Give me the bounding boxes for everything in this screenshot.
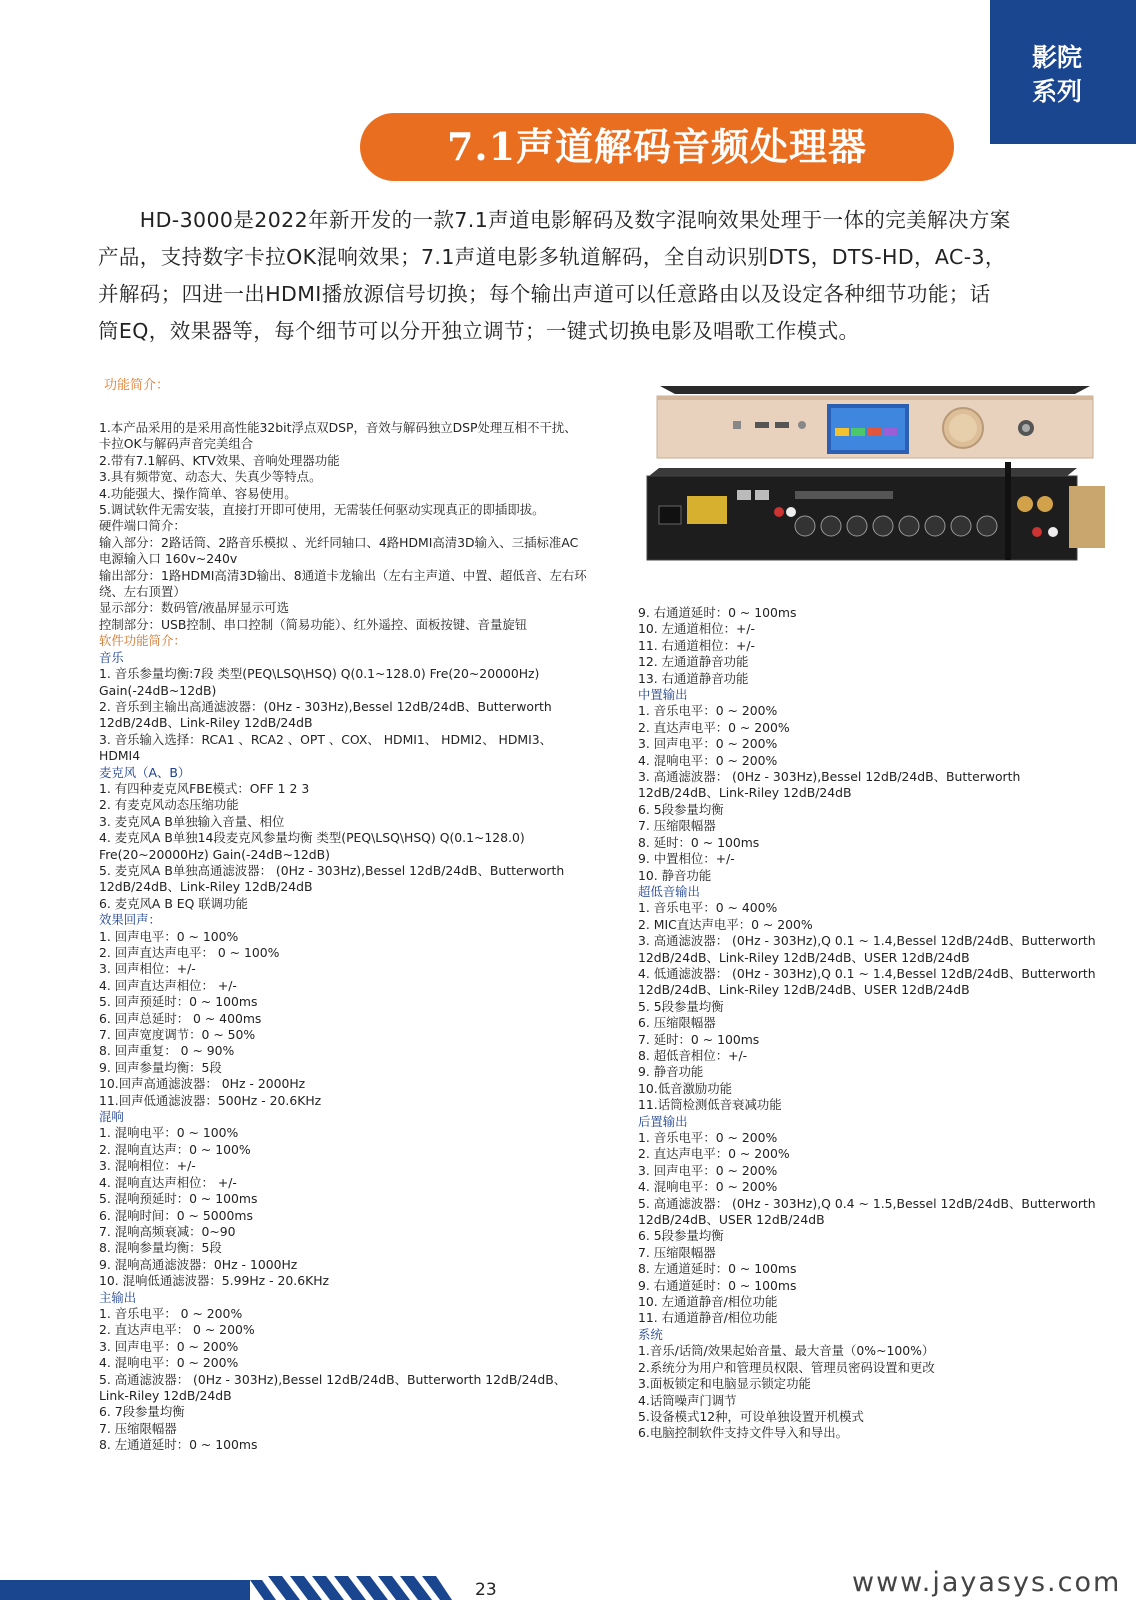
spec-line: 2. 有麦克风动态压缩功能 — [99, 797, 239, 813]
spec-line: 11.话筒检测低音衰减功能 — [638, 1097, 782, 1113]
section-heading: 效果回声： — [99, 912, 161, 928]
spec-line: 8. 左通道延时：0 ~ 100ms — [99, 1437, 258, 1453]
spec-line: 9. 右通道延时：0 ~ 100ms — [638, 605, 797, 620]
section-heading: 超低音输出 — [638, 883, 700, 899]
spec-line: 7. 回声宽度调节：0 ~ 50% — [99, 1027, 256, 1043]
spec-line: 4. 混响直达声相位： +/- — [99, 1174, 237, 1190]
spec-line: 输出部分：1路HDMI高清3D输出、8通道卡龙输出（左右主声道、中置、超低音、左右环绕、左右顶置） — [99, 567, 587, 600]
spec-line: 7. 压缩限幅器 — [638, 818, 716, 834]
spec-line: 3. 回声相位：+/- — [99, 961, 196, 977]
spec-list-left — [99, 420, 587, 1454]
spec-line: 6. 5段参量均衡 — [638, 1228, 724, 1244]
spec-line: 4. 混响电平：0 ~ 200% — [638, 752, 778, 768]
spec-line: 11.回声低通滤波器：500Hz - 20.6KHz — [99, 1092, 322, 1108]
spec-line: 8. 延时：0 ~ 100ms — [638, 834, 760, 850]
spec-line: 1.本产品采用的是采用高性能32bit浮点双DSP，音效与解码独立DSP处理互相不干扰、卡拉OK与解码声音完美组合 — [99, 420, 577, 452]
spec-line: 9. 静音功能 — [638, 1064, 704, 1080]
spec-line: 2. 音乐到主输出高通滤波器：(0Hz - 303Hz),Bessel 12dB/24dB、Butterworth 12dB/24dB、Link-Riley 12dB/24dB — [99, 698, 552, 731]
section-heading: 麦克风（A、B） — [99, 764, 191, 780]
series-label-line2: 系列 — [1032, 77, 1083, 106]
spec-line: 6. 7段参量均衡 — [99, 1404, 185, 1420]
spec-line: 5. 回声预延时：0 ~ 100ms — [99, 994, 258, 1010]
spec-line: 4. 混响电平：0 ~ 200% — [99, 1355, 239, 1371]
spec-line: 6. 麦克风A B EQ 联调功能 — [99, 895, 248, 911]
spec-line: 6. 压缩限幅器 — [638, 1015, 716, 1031]
device-rear-panel — [647, 462, 1105, 560]
spec-line: 10. 静音功能 — [638, 867, 712, 883]
spec-line: 9. 右通道延时：0 ~ 100ms — [638, 1277, 797, 1293]
spec-line: 1. 音乐电平：0 ~ 200% — [638, 703, 778, 719]
spec-line: 2. MIC直达声电平：0 ~ 200% — [638, 916, 813, 932]
spec-line: 5. 高通滤波器： (0Hz - 303Hz),Bessel 12dB/24dB、Butterworth 12dB/24dB、Link-Riley 12dB/24dB — [99, 1371, 567, 1403]
spec-line: 3. 回声电平：0 ~ 200% — [638, 1162, 778, 1178]
spec-line: 10. 混响低通滤波器：5.99Hz - 20.6KHz — [99, 1273, 330, 1289]
intro-line: HD-3000是2022年新开发的一款7.1声道电影解码及数字混响效果处理于一体的完美解决方案 — [98, 208, 1011, 232]
spec-line: 控制部分：USB控制、串口控制（简易功能）、红外遥控、面板按键、音量旋钮 — [99, 616, 528, 632]
spec-line: 7. 延时：0 ~ 100ms — [638, 1031, 760, 1047]
spec-line: 输入部分：2路话筒、2路音乐模拟 、光纤同轴口、4路HDMI高清3D输入、三插标准AC电源输入口 160v~240v — [99, 534, 579, 567]
spec-line: 2. 直达声电平：0 ~ 200% — [638, 719, 790, 735]
section-heading: 后置输出 — [638, 1113, 688, 1129]
spec-line: 4. 回声直达声相位： +/- — [99, 977, 237, 993]
spec-line: 5.调试软件无需安装，直接打开即可使用，无需装任何驱动实现真正的即插即拔。 — [99, 502, 545, 518]
spec-line: 9. 混响高通滤波器：0Hz - 1000Hz — [99, 1256, 298, 1272]
spec-line: 1. 回声电平：0 ~ 100% — [99, 928, 239, 944]
spec-line: 5.设备模式12种，可设单独设置开机模式 — [638, 1408, 864, 1424]
spec-line: 3. 回声电平：0 ~ 200% — [638, 736, 778, 752]
device-front-panel — [657, 386, 1093, 458]
spec-line: 9. 中置相位：+/- — [638, 851, 735, 867]
spec-line: 6. 回声总延时： 0 ~ 400ms — [99, 1010, 262, 1026]
spec-line: 8. 混响参量均衡：5段 — [99, 1240, 222, 1256]
spec-line: 2. 混响直达声：0 ~ 100% — [99, 1141, 251, 1157]
spec-line: 2. 直达声电平： 0 ~ 200% — [99, 1322, 255, 1338]
spec-line: 1. 有四种麦克风FBE模式：OFF 1 2 3 — [99, 780, 310, 796]
spec-line: 7. 混响高频衰减：0~90 — [99, 1223, 236, 1239]
spec-line: 7. 压缩限幅器 — [99, 1420, 177, 1436]
spec-line: 4. 混响电平：0 ~ 200% — [638, 1179, 778, 1195]
intro-line: 产品，支持数字卡拉OK混响效果；7.1声道电影多轨道解码，全自动识别DTS，DTS-HD，AC-3， — [98, 245, 1006, 269]
page-number: 23 — [475, 1580, 497, 1600]
spec-line: 3. 回声电平：0 ~ 200% — [99, 1338, 239, 1354]
spec-line: 6. 混响时间：0 ~ 5000ms — [99, 1207, 253, 1223]
spec-line: 2. 直达声电平：0 ~ 200% — [638, 1146, 790, 1162]
spec-line: 1.音乐/话筒/效果起始音量、最大音量（0%~100%） — [638, 1343, 935, 1359]
series-corner-tab — [990, 0, 1136, 144]
spec-list-right — [638, 605, 1098, 1442]
spec-line: 8. 左通道延时：0 ~ 100ms — [638, 1261, 797, 1277]
spec-line: 1. 音乐参量均衡:7段 类型(PEQ\LSQ\HSQ) Q(0.1~128.0) Fre(20~20000Hz) Gain(-24dB~12dB) — [99, 666, 540, 698]
spec-line: 10. 左通道相位：+/- — [638, 621, 756, 637]
spec-line: 10.回声高通滤波器： 0Hz - 2000Hz — [99, 1076, 306, 1092]
spec-line: 硬件端口简介： — [99, 518, 186, 534]
spec-line: 显示部分：数码管/液晶屏显示可选 — [99, 600, 290, 616]
spec-line: 3.面板锁定和电脑显示锁定功能 — [638, 1376, 811, 1392]
spec-line: 11. 右通道静音/相位功能 — [638, 1310, 778, 1326]
spec-line: 3. 混响相位：+/- — [99, 1158, 196, 1174]
footer-stripes — [0, 1576, 452, 1600]
section-heading: 主输出 — [99, 1289, 137, 1305]
spec-line: 2.带有7.1解码、KTV效果、音响处理器功能 — [99, 452, 340, 468]
spec-line: 3. 高通滤波器： (0Hz - 303Hz),Bessel 12dB/24dB、Butterworth 12dB/24dB、Link-Riley 12dB/24dB — [638, 769, 1021, 801]
spec-line: 1. 混响电平：0 ~ 100% — [99, 1125, 239, 1141]
spec-line: 3. 高通滤波器： (0Hz - 303Hz),Q 0.1 ~ 1.4,Bessel 12dB/24dB、Butterworth 12dB/24dB、Link-Riley 12dB/24dB、USER 12dB/24dB — [638, 933, 1096, 965]
spec-line: 3. 麦克风A B单独输入音量、相位 — [99, 813, 285, 829]
spec-line: 4. 低通滤波器： (0Hz - 303Hz),Q 0.1 ~ 1.4,Bessel 12dB/24dB、Butterworth 12dB/24dB、Link-Riley 12dB/24dB、USER 12dB/24dB — [638, 965, 1096, 998]
features-heading: 功能简介： — [104, 378, 170, 393]
spec-line: 5. 混响预延时：0 ~ 100ms — [99, 1191, 258, 1207]
spec-line: 8. 超低音相位：+/- — [638, 1047, 748, 1063]
spec-line: 8. 回声重复： 0 ~ 90% — [99, 1043, 235, 1059]
spec-line: 12. 左通道静音功能 — [638, 654, 749, 670]
spec-line: 1. 音乐电平：0 ~ 200% — [638, 1130, 778, 1145]
intro-paragraph — [98, 202, 1134, 350]
spec-line: 1. 音乐电平：0 ~ 400% — [638, 900, 778, 916]
spec-line: 9. 回声参量均衡：5段 — [99, 1059, 222, 1075]
spec-line: 2. 回声直达声电平： 0 ~ 100% — [99, 945, 280, 960]
spec-line: 4.功能强大、操作简单、容易使用。 — [99, 485, 297, 501]
spec-line: 7. 压缩限幅器 — [638, 1244, 716, 1260]
intro-line: 并解码；四进一出HDMI播放源信号切换；每个输出声道可以任意路由以及设定各种细节功能；话 — [98, 282, 991, 306]
intro-line: 筒EQ，效果器等，每个细节可以分开独立调节；一键式切换电影及唱歌工作模式。 — [98, 319, 860, 343]
spec-line: 5. 麦克风A B单独高通滤波器： (0Hz - 303Hz),Bessel 12dB/24dB、Butterworth 12dB/24dB、Link-Riley 12dB/24dB — [99, 862, 565, 895]
spec-line: 2.系统分为用户和管理员权限、管理员密码设置和更改 — [638, 1359, 935, 1375]
series-label-line1: 影院 — [1032, 43, 1083, 72]
spec-line: 5. 高通滤波器： (0Hz - 303Hz),Q 0.4 ~ 1.5,Bessel 12dB/24dB、Butterworth 12dB/24dB、USER 12dB/24dB — [638, 1195, 1096, 1228]
section-heading: 音乐 — [99, 649, 124, 665]
spec-line: 10. 左通道静音/相位功能 — [638, 1294, 778, 1310]
spec-line: 5. 5段参量均衡 — [638, 998, 724, 1014]
section-heading: 中置输出 — [638, 687, 688, 703]
spec-line: 6. 5段参量均衡 — [638, 801, 724, 817]
spec-line: 4.话筒噪声门调节 — [638, 1392, 737, 1408]
spec-line: 4. 麦克风A B单独14段麦克风参量均衡 类型(PEQ\LSQ\HSQ) Q(0.1~128.0) Fre(20~20000Hz) Gain(-24dB~12dB) — [99, 830, 525, 862]
device-photo — [645, 386, 1105, 576]
spec-line: 13. 右通道静音功能 — [638, 670, 749, 686]
spec-line: 10.低音激励功能 — [638, 1080, 733, 1096]
spec-line: 3. 音乐输入选择：RCA1 、RCA2 、OPT 、COX、 HDMI1、 HDMI2、 HDMI3、 HDMI4 — [99, 731, 553, 764]
section-heading: 混响 — [99, 1109, 124, 1125]
spec-line: 11. 右通道相位：+/- — [638, 637, 756, 653]
page-title: 7.1声道解码音频处理器 — [360, 113, 954, 181]
spec-line: 1. 音乐电平： 0 ~ 200% — [99, 1305, 243, 1321]
spec-line: 3.具有频带宽、动态大、失真少等特点。 — [99, 469, 322, 485]
website-url: www.jayasys.com — [852, 1567, 1122, 1598]
spec-line: 6.电脑控制软件支持文件导入和导出。 — [638, 1425, 849, 1441]
section-heading: 系统 — [638, 1326, 663, 1342]
section-heading: 软件功能简介： — [99, 633, 186, 649]
